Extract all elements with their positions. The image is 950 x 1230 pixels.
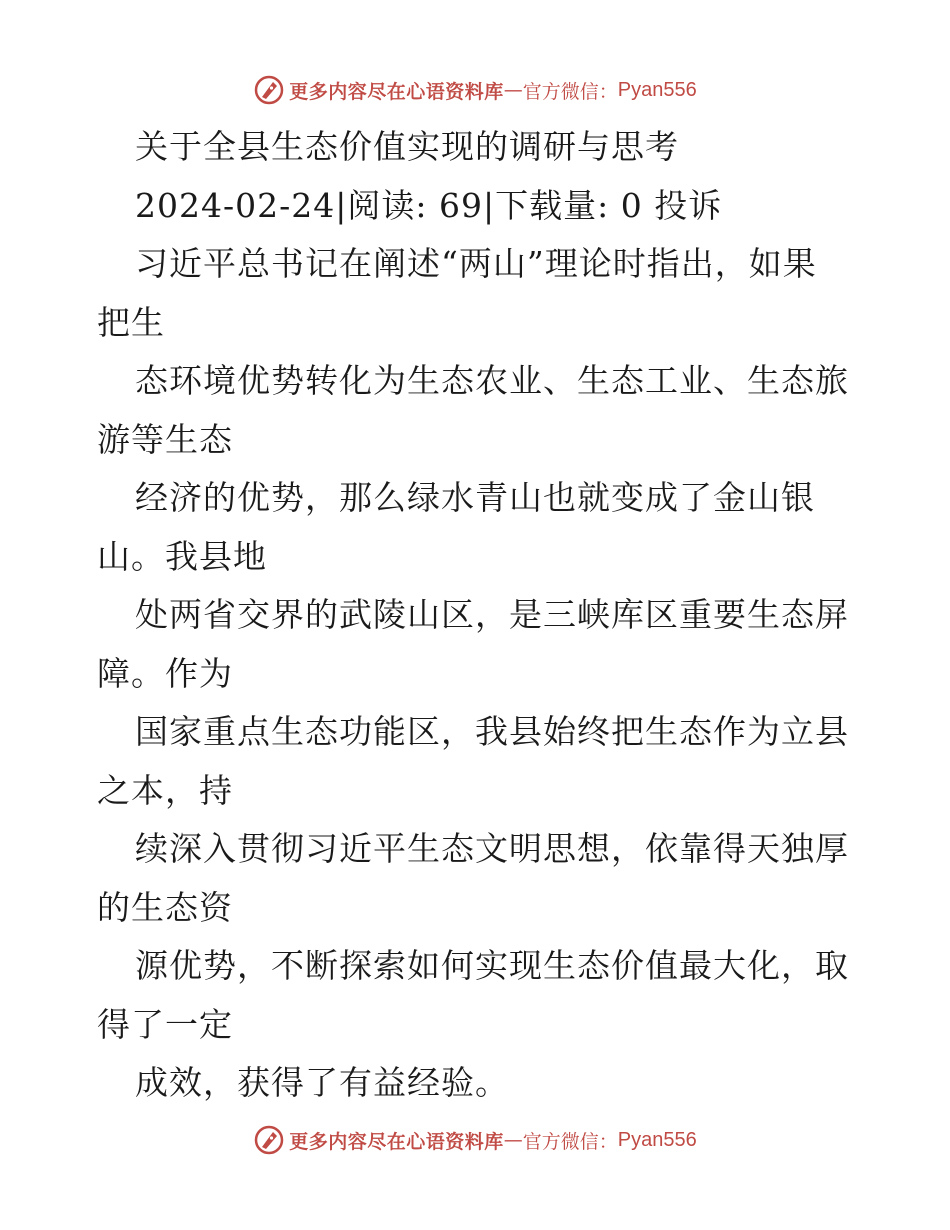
footer-banner [0,1120,950,1160]
pen-nib-logo-icon [253,1124,285,1156]
paragraph-line: 成效，获得了有益经验。 [135,1063,509,1102]
pen-nib-logo-icon [253,74,285,106]
wechat-label: 官方微信： [522,80,618,103]
paragraph-line: 续深入贯彻习近平生态文明思想，依靠得天独厚 [135,829,849,868]
paragraph-line: 得了一定 [97,1004,233,1044]
wechat-label: 官方微信： [522,1130,618,1153]
header-banner [0,70,950,110]
document-meta: 2024-02-24|阅读: 69|下载量: 0 投诉 [135,185,723,225]
paragraph-line: 经济的优势，那么绿水青山也就变成了金山银 [135,478,815,517]
paragraph-line: 国家重点生态功能区，我县始终把生态作为立县 [135,712,849,751]
document-title: 关于全县生态价值实现的调研与思考 [135,127,679,166]
document-paragraph [97,235,857,1113]
banner-separator: — [503,79,523,101]
banner-text: 更多内容尽在心语资料库 [289,1130,504,1153]
paragraph-line: 把生 [97,302,165,342]
paragraph-line: 游等生态 [97,419,233,459]
paragraph-line: 态环境优势转化为生态农业、生态工业、生态旅 [135,361,849,400]
wechat-id: Pyan556 [617,78,697,101]
paragraph-line: 之本，持 [97,770,233,810]
paragraph-line: 的生态资 [97,887,233,927]
banner-text: 更多内容尽在心语资料库 [289,80,504,103]
banner-separator: — [503,1129,523,1151]
paragraph-line: 源优势，不断探索如何实现生态价值最大化，取 [135,946,849,985]
paragraph-line: 障。作为 [97,653,233,693]
paragraph-line: 处两省交界的武陵山区，是三峡库区重要生态屏 [135,595,849,634]
wechat-id: Pyan556 [617,1128,697,1151]
paragraph-line: 习近平总书记在阐述“两山”理论时指出，如果 [135,244,817,283]
document-body [97,118,857,1113]
paragraph-line: 山。我县地 [97,536,267,576]
